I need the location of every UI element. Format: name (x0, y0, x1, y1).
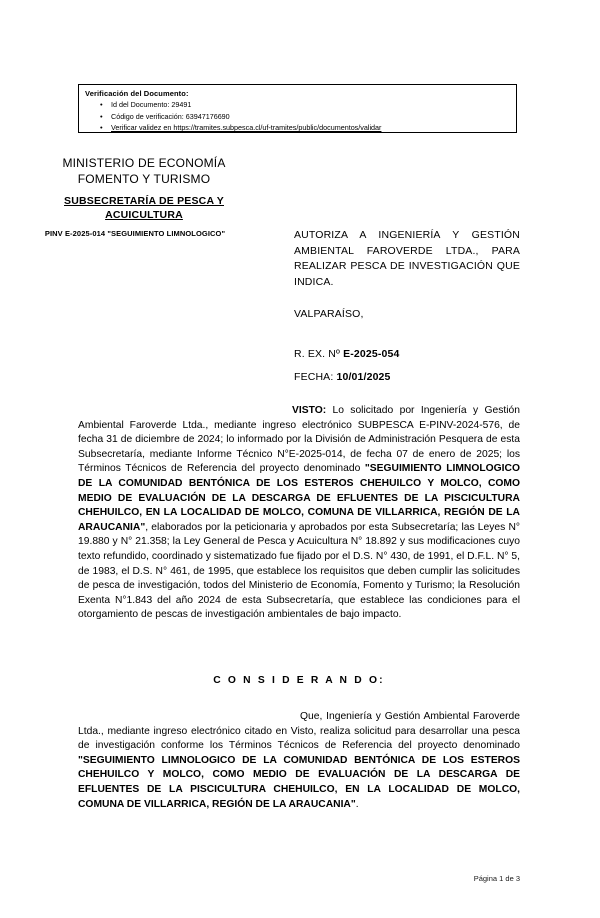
visto-section (78, 404, 520, 623)
considerando-paragraph (78, 710, 520, 812)
resolution-label: R. EX. Nº (294, 348, 344, 360)
considerando-text-1: Que, Ingeniería y Gestión Ambiental Faroverde Ltda., mediante ingreso electrónico citado en Visto, realiza solicitud para desarrollar una pesca de investigación conforme los Términos Técnicos de Referencia del proyecto denominado (78, 711, 520, 752)
verification-item-validate-link[interactable]: • Verificar validez en https://tramites.subpesca.cl/uf-tramites/public/documentos/validar (111, 122, 516, 133)
subsecretary-name-line1: SUBSECRETARÍA DE PESCA Y (64, 195, 224, 207)
letterhead (18, 155, 270, 239)
ministry-name-line2: FOMENTO Y TURISMO (77, 172, 211, 186)
resolution-number-line (294, 348, 399, 360)
visto-project-name: "SEGUIMIENTO LIMNOLOGICO DE LA COMUNIDAD BENTÓNICA DE LOS ESTEROS CHEHUILCO Y MOLCO, COMO MEDIO DE EVALUACIÓN DE LA DESCARGA DE EFLUENTES DE LA PISCICULTURA CHEHUILCO, EN LA LOCALIDAD DE MOLCO, COMUNA DE VILLARRICA, REGIÓN DE LA ARAUCANIA" (78, 463, 520, 533)
visto-heading: VISTO: (292, 405, 327, 416)
resolution-number: E-2025-054 (343, 348, 400, 360)
considerando-heading: C O N S I D E R A N D O: (213, 675, 385, 686)
date-label: FECHA: (294, 371, 337, 383)
date-line (294, 371, 391, 383)
page-number-footer: Página 1 de 3 (473, 874, 520, 883)
verification-title: Verificación del Documento: (85, 89, 189, 98)
verification-list (85, 99, 516, 133)
visto-paragraph (78, 404, 520, 623)
verification-item-code: • Código de verificación: 63947176690 (111, 111, 516, 123)
date-value: 10/01/2025 (336, 371, 391, 383)
subsecretary-name-line2: ACUICULTURA (105, 209, 183, 221)
document-subject-title: AUTORIZA A INGENIERÍA Y GESTIÓN AMBIENTAL FAROVERDE LTDA., PARA REALIZAR PESCA DE INVESTIGACIÓN QUE INDICA. (294, 229, 520, 288)
visto-text-1: Lo solicitado por Ingeniería y Gestión Ambiental Faroverde Ltda., mediante ingreso electrónico SUBPESCA E-PINV-2024-576, de fecha 31 de diciembre de 2024; lo informado por la División de Administración Pesquera de esta Subsecretaría, mediante Informe Técnico N°E-2025-014, de fecha 07 de enero de 2025; los Términos Técnicos de Referencia del proyecto denominado (78, 405, 520, 475)
place-line: VALPARAÍSO, (294, 308, 364, 320)
ministry-name-line1: MINISTERIO DE ECONOMÍA (62, 156, 226, 170)
considerando-text-2: . (355, 798, 359, 810)
subsecretary-name (18, 194, 270, 222)
considerando-section (78, 710, 520, 812)
project-code: PINV E-2025-014 "SEGUIMIENTO LIMNOLOGICO" (44, 229, 226, 238)
considerando-project-name: "SEGUIMIENTO LIMNOLOGICO DE LA COMUNIDAD BENTÓNICA DE LOS ESTEROS CHEHUILCO Y MOLCO, COMO MEDIO DE EVALUACIÓN DE LA DESCARGA DE EFLUENTES DE LA PISCICULTURA CHEHUILCO, EN LA LOCALIDAD DE MOLCO, COMUNA DE VILLARRICA, REGIÓN DE LA ARAUCANIA" (78, 754, 520, 810)
verification-box (78, 84, 517, 133)
verification-item-document-id: • Id del Documento: 29491 (111, 99, 516, 111)
visto-text-2: , elaborados por la peticionaria y aprobados por esta Subsecretaría; las Leyes N° 19.880 y N° 21.358; la Ley General de Pesca y Acuicultura N° 18.892 y sus modificaciones cuyo texto refundido, coordinado y sistematizado fue fijado por el D.S. N° 430, de 1991, el D.F.L. N° 5, de 1983, el D.S. N° 461, de 1995, que establece los requisitos que deben cumplir las solicitudes de pesca de investigación, todos del Ministerio de Economía, Fomento y Turismo; la Resolución Exenta N°1.843 del año 2024 de esta Subsecretaría, que establece las condiciones para el otorgamiento de pescas de investigación ambientales de bajo impacto. (78, 521, 520, 621)
